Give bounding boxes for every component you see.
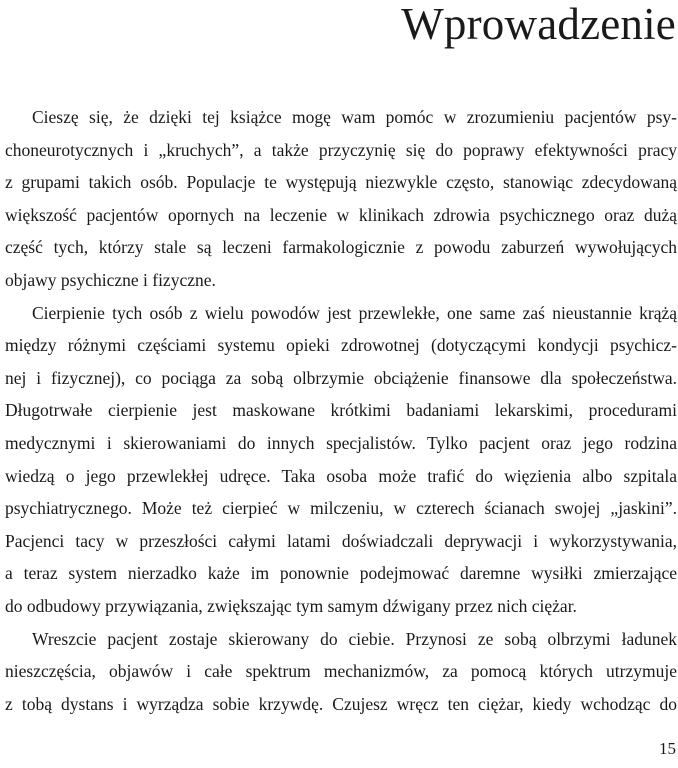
text-line: Długotrwałe cierpienie jest maskowane krótkimi badaniami lekarskimi, procedurami xyxy=(5,400,677,421)
text-line: część tych, którzy stale są leczeni farmakologicznie z powodu zaburzeń wywołujących xyxy=(5,237,677,258)
body-text xyxy=(5,101,677,720)
text-line: większość pacjentów opornych na leczenie w klinikach zdrowia psychicznego oraz dużą xyxy=(5,204,677,225)
text-line: do odbudowy przywiązania, zwiększając tym samym dźwigany przez nich ciężar. xyxy=(5,595,577,616)
text-line: psychiatrycznego. Może też cierpieć w milczeniu, w czterech ścianach swojej „jaskini”. xyxy=(5,498,677,519)
text-line: a teraz system nierzadko każe im ponownie podejmować daremne wysiłki zmierzające xyxy=(5,563,677,584)
text-line: nieszczęścia, objawów i całe spektrum mechanizmów, za pomocą których utrzymuje xyxy=(5,661,677,682)
text-line: z grupami takich osób. Populacje te występują niezwykle często, stanowiąc zdecydowaną xyxy=(5,172,677,193)
text-line: objawy psychiczne i fizyczne. xyxy=(5,269,216,290)
text-line: Wreszcie pacjent zostaje skierowany do ciebie. Przynosi ze sobą olbrzymi ładunek xyxy=(32,628,677,649)
text-line: medycznymi i skierowaniami do innych specjalistów. Tylko pacjent oraz jego rodzina xyxy=(5,432,677,453)
chapter-title: Wprowadzenie xyxy=(401,0,676,49)
text-line: między różnymi częściami systemu opieki zdrowotnej (dotyczącymi kondycji psychicz- xyxy=(5,335,677,356)
page-number: 15 xyxy=(659,739,676,758)
text-line: choneurotycznych i „kruchych”, a także przyczynię się do poprawy efektywności pracy xyxy=(5,139,677,160)
text-line: Cieszę się, że dzięki tej książce mogę wam pomóc w zrozumieniu pacjentów psy- xyxy=(32,107,677,127)
text-line: nej i fizycznej), co pociąga za sobą olbrzymie obciążenie finansowe dla społeczeństwa. xyxy=(5,367,677,388)
text-line: Pacjenci tacy w przeszłości całymi latami doświadczali deprywacji i wykorzystywania, xyxy=(5,530,677,551)
text-line: wiedzą o jego przewlekłej udręce. Taka osoba może trafić do więzienia albo szpitala xyxy=(5,465,677,486)
text-line: Cierpienie tych osób z wielu powodów jest przewlekłe, one same zaś nieustannie krążą xyxy=(32,302,677,323)
text-line: z tobą dystans i wyrządza sobie krzywdę. Czujesz wręcz ten ciężar, kiedy wchodząc do xyxy=(5,693,677,714)
